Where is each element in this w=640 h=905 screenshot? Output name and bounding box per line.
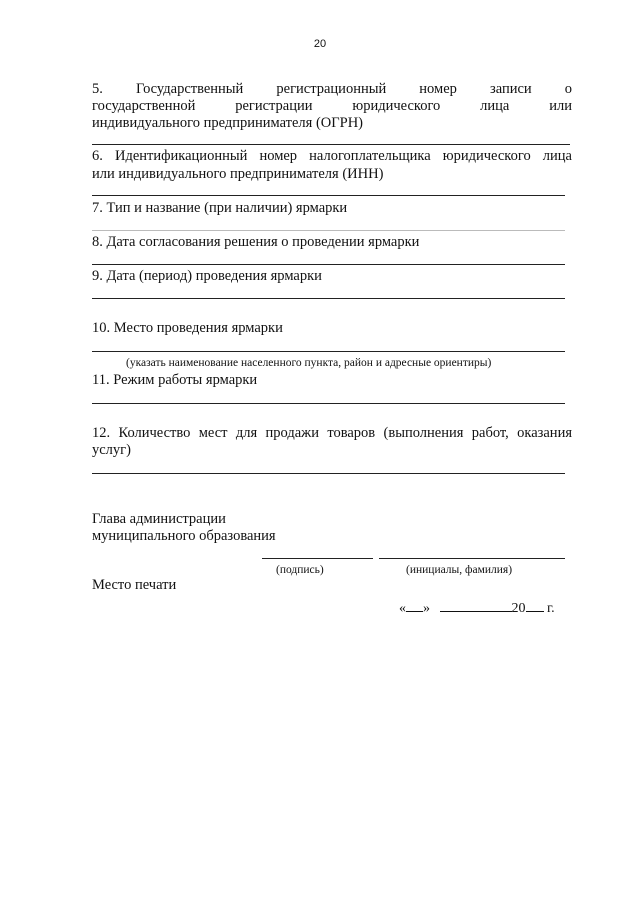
stamp-label: Место печати <box>92 577 177 593</box>
approval-date-label: 8. Дата согласования решения о проведении ярмарки <box>92 234 420 250</box>
fair-place-label: 10. Место проведения ярмарки <box>92 320 283 336</box>
inn-input-line[interactable] <box>92 195 565 196</box>
head-title-line-1: Глава администрации <box>92 511 226 527</box>
fair-period-input-line[interactable] <box>92 298 565 299</box>
date-day-input[interactable] <box>406 598 423 612</box>
page-number: 20 <box>313 38 327 50</box>
work-mode-label: 11. Режим работы ярмарки <box>92 372 258 388</box>
name-caption: (инициалы, фамилия) <box>406 564 513 576</box>
places-count-line-2: услуг) <box>92 442 131 458</box>
fair-place-hint: (указать наименование населенного пункта, район и адресные ориентиры) <box>126 357 492 369</box>
date-close-quote: » <box>423 601 430 616</box>
date-open-quote: « <box>399 601 406 616</box>
date-suffix: г. <box>547 601 555 616</box>
fair-type-input-line[interactable] <box>92 230 565 231</box>
ogrn-line-1: 5. Государственный регистрационный номер записи о <box>92 81 572 97</box>
approval-date-input-line[interactable] <box>92 264 565 265</box>
inn-line-2: или индивидуального предпринимателя (ИНН) <box>92 166 384 182</box>
name-input-line[interactable] <box>379 558 565 559</box>
fair-period-label: 9. Дата (период) проведения ярмарки <box>92 268 322 284</box>
date-year-prefix: 20 <box>511 601 526 616</box>
date-month-input[interactable] <box>440 598 512 612</box>
work-mode-input-line[interactable] <box>92 403 565 404</box>
ogrn-input-line[interactable] <box>92 144 570 145</box>
ogrn-line-2: государственной регистрации юридического лица или <box>92 98 572 114</box>
places-count-line-1: 12. Количество мест для продажи товаров (выполнения работ, оказания <box>92 425 572 441</box>
places-count-input-line[interactable] <box>92 473 565 474</box>
fair-type-label: 7. Тип и название (при наличии) ярмарки <box>92 200 348 216</box>
head-title-line-2: муниципального образования <box>92 528 276 544</box>
ogrn-line-3: индивидуального предпринимателя (ОГРН) <box>92 115 363 131</box>
signature-caption: (подпись) <box>276 564 324 576</box>
signature-input-line[interactable] <box>262 558 373 559</box>
inn-line-1: 6. Идентификационный номер налогоплательщика юридического лица <box>92 148 572 164</box>
fair-place-input-line[interactable] <box>92 351 565 352</box>
date-year-input[interactable] <box>526 598 544 612</box>
date-field <box>399 598 555 617</box>
